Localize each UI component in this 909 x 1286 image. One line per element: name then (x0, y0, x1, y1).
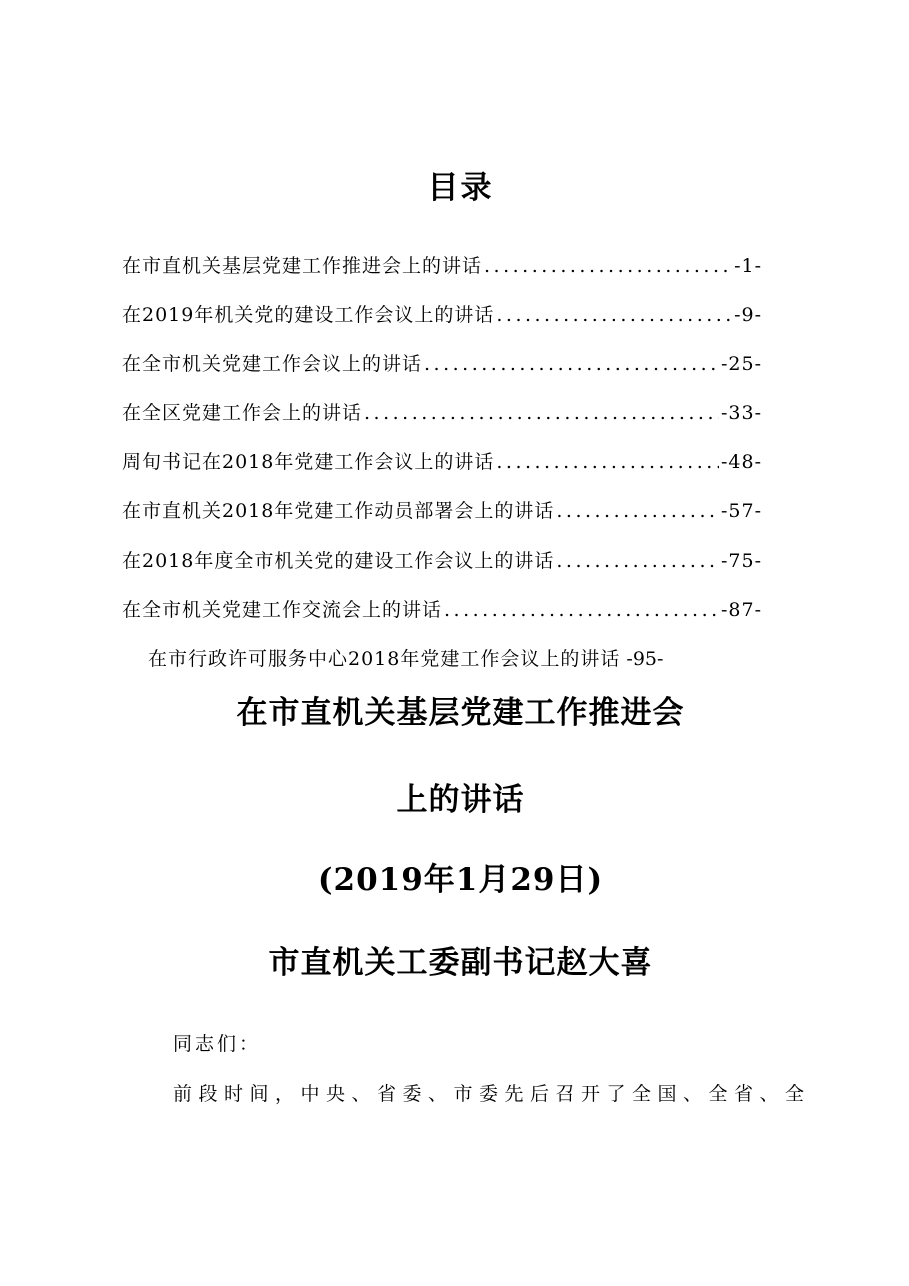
toc-item[interactable] (122, 301, 762, 350)
toc-item-page: -25- (720, 353, 762, 376)
toc-item-page: -95- (626, 647, 664, 670)
toc-item[interactable] (148, 645, 788, 694)
toc-item[interactable] (122, 497, 762, 546)
toc-item-title: 在2019年机关党的建设工作会议上的讲话 (122, 304, 495, 327)
toc-item-page: -87- (720, 598, 762, 621)
toc-item[interactable] (122, 547, 762, 596)
toc-item-page: -75- (720, 549, 762, 572)
toc-item-title: 在2018年度全市机关党的建设工作会议上的讲话 (122, 549, 555, 572)
toc-item-title: 在全市机关党建工作交流会上的讲话 (122, 598, 443, 621)
speech-title-line1: 在市直机关基层党建工作推进会 (236, 695, 685, 731)
toc-item[interactable] (122, 399, 762, 448)
toc-item[interactable] (122, 252, 762, 301)
toc-leader-dots (364, 399, 719, 427)
toc-item-page: -1- (734, 255, 762, 277)
toc-leader-dots (556, 497, 719, 525)
toc-leader-dots (484, 252, 732, 280)
toc-leader-dots (444, 596, 719, 624)
toc-item-title: 在市直机关2018年党建工作动员部署会上的讲话 (122, 500, 555, 523)
toc-item-title: 在全市机关党建工作会议上的讲话 (122, 353, 423, 376)
toc-item-title: 在市行政许可服务中心2018年党建工作会议上的讲话 (148, 647, 621, 670)
toc-item[interactable] (122, 448, 762, 497)
toc-list (122, 252, 762, 670)
salutation: 同志们： (173, 1033, 262, 1055)
toc-leader-dots (496, 448, 719, 476)
speech-title-line2: 上的讲话 (396, 782, 525, 818)
speech-date: (2019年1月29日) (317, 862, 604, 898)
toc-title: 目录 (427, 170, 494, 206)
toc-leader-dots (556, 547, 719, 575)
toc-item-page: -9- (734, 304, 762, 327)
toc-leader-dots (496, 301, 732, 329)
toc-item-page: -57- (720, 500, 762, 523)
toc-item[interactable] (122, 596, 762, 645)
toc-item-page: -33- (720, 402, 762, 425)
toc-item-title: 在全区党建工作会上的讲话 (122, 402, 363, 425)
toc-item[interactable] (122, 350, 762, 399)
toc-item-title: 在市直机关基层党建工作推进会上的讲话 (122, 255, 483, 277)
toc-item-page: -48- (720, 451, 762, 474)
toc-item-title: 周旬书记在2018年党建工作会议上的讲话 (122, 451, 495, 474)
toc-leader-dots (424, 350, 719, 378)
speech-speaker: 市直机关工委副书记赵大喜 (268, 945, 653, 981)
body-paragraph: 前段时间，中央、省委、市委先后召开了全国、全省、全 (173, 1083, 811, 1105)
